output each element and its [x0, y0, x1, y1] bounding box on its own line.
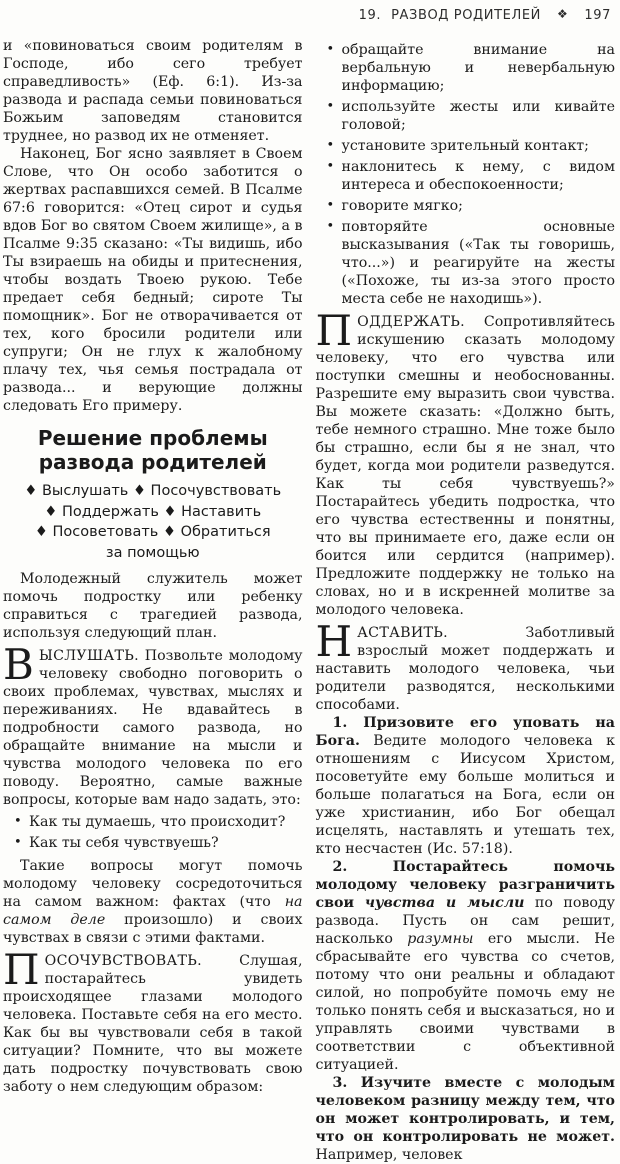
- numbered-point-1: [316, 714, 616, 858]
- list-item-text: повторяйте основные высказывания («Так ты говоришь, что...») и реагируйте на жесты («Похоже, ты из-за этого просто места себе не находишь»).: [341, 219, 615, 307]
- section-title: [3, 426, 303, 474]
- plan-line: ♦ Выслушать ♦ Посочувствовать: [24, 483, 282, 499]
- dropcap-letter: П: [315, 306, 353, 355]
- italic-phrase: на самом деле: [3, 894, 303, 928]
- paragraph-text: Сопротивляйтесь искушению сказать молодому человеку, что его чувства или поступки смешны и необоснованны. Разрешите ему выразить свои чувства. Вы можете сказать: «Должно быть, тебе немного страшно. Мне тоже было бы страшно, если бы я не знал, что будет, когда мои родители разведутся. Как ты себя чувствуешь?» Постарайтесь убедить подростка, что его чувства естественны и понятны, что вы принимаете его, даже если он боится или сердится (например). Предложите поддержку не только на словах, но и в искренней молитве за молодого человека.: [315, 314, 615, 618]
- list-item: [14, 813, 303, 831]
- dropcap-letter: П: [3, 945, 40, 994]
- list-item-text: используйте жесты или кивайте головой;: [341, 99, 615, 133]
- bullet-icon: •: [14, 835, 22, 850]
- paragraph-text: по поводу развода. Пусть он сам решит, насколько: [315, 895, 615, 947]
- bullet-icon: •: [326, 219, 335, 234]
- bold-lead: 1. Призовите его уповать на Бога.: [315, 715, 615, 749]
- list-item-text: Как ты думаешь, что происходит?: [29, 814, 286, 830]
- left-column: [3, 37, 303, 1164]
- bold-lead: 3. Изучите вместе с молодым человеком разницу между тем, что он может контролировать, и тем, что он контролировать не может.: [315, 1075, 615, 1145]
- section-keyword: ОСОЧУВСТВОВАТЬ.: [44, 953, 202, 969]
- list-item: [327, 137, 616, 155]
- paragraph-text: Заботливый взрослый может поддержать и наставить молодого человека, чьи родители разводятся, несколькими способами.: [315, 625, 615, 713]
- ornament-icon: ❖: [557, 7, 569, 21]
- list-item: [327, 158, 616, 194]
- section-title-line: Решение проблемы: [37, 426, 268, 450]
- page-header: [3, 8, 615, 23]
- italic-phrase: разумны: [407, 931, 474, 947]
- list-item: [327, 41, 616, 95]
- section-instruct: [315, 617, 616, 714]
- text-columns: [3, 37, 615, 1164]
- paragraph-text: Позвольте молодому человеку свободно поговорить о своих проблемах, чувствах, мыслях и переживаниях. Не вдавайтесь в подробности самого развода, но обращайте внимание на мысли и чувства молодого человека по его поводу. Вероятно, самые важные вопросы, которые вам надо задать, это:: [3, 648, 303, 808]
- right-column: [316, 37, 616, 1164]
- question-list: [3, 813, 303, 852]
- list-item: [327, 218, 616, 308]
- list-item-text: говорите мягко;: [341, 198, 463, 214]
- plan-summary: [3, 481, 303, 563]
- bold-lead: 2. Постарайтесь помочь молодому человеку разграничить свои: [315, 859, 615, 911]
- list-item-text: Как ты себя чувствуешь?: [29, 835, 219, 851]
- bullet-icon: •: [326, 42, 335, 57]
- section-keyword: ОДДЕРЖАТЬ.: [357, 314, 465, 330]
- paragraph-continuation: и «повиноваться своим родителям в Господе, ибо сего требует справедливость» (Еф. 6:1). Из-за развода и распада семьи повиноваться Божьим заповедям становится труднее, но развод их не отменяет.: [3, 38, 303, 144]
- list-item: [327, 98, 616, 134]
- paragraph-text: Например, человек: [315, 1147, 463, 1163]
- section-keyword: АСТАВИТЬ.: [357, 625, 448, 641]
- bold-italic-phrase: чувства и мысли: [364, 895, 525, 911]
- numbered-point-3: [316, 1074, 616, 1164]
- bullet-icon: •: [326, 159, 335, 174]
- list-item-text: обращайте внимание на вербальную и невербальную информацию;: [341, 42, 615, 94]
- section-empathize: [3, 945, 303, 1096]
- page-number: 197: [584, 8, 611, 23]
- list-item-text: наклонитесь к нему, с видом интереса и обеспокоенности;: [341, 159, 615, 193]
- plan-line: за помощью: [105, 544, 200, 561]
- list-item-text: установите зрительный контакт;: [341, 138, 589, 154]
- numbered-point-2: [316, 858, 616, 1074]
- bullet-icon: •: [326, 198, 335, 213]
- list-item: [14, 834, 303, 852]
- section-listen: [3, 640, 303, 809]
- chapter-title: РАЗВОД РОДИТЕЛЕЙ: [391, 8, 542, 23]
- chapter-number: 19.: [358, 8, 382, 23]
- dropcap-letter: В: [3, 640, 34, 689]
- bullet-icon: •: [326, 99, 335, 114]
- advice-list: [316, 41, 616, 308]
- section-title-line: развода родителей: [38, 450, 267, 474]
- paragraph-text: Такие вопросы могут помочь молодому человеку сосредоточиться на самом важном: фактах (что: [3, 858, 303, 910]
- paragraph-text: произошло) и своих чувствах в связи с этими фактами.: [3, 912, 303, 946]
- bullet-icon: •: [14, 814, 22, 829]
- plan-line: ♦ Поддержать ♦ Наставить: [44, 503, 262, 520]
- section-keyword: ЫСЛУШАТЬ.: [38, 648, 139, 664]
- dropcap-letter: Н: [315, 617, 353, 666]
- bullet-icon: •: [326, 138, 335, 153]
- paragraph: [3, 857, 303, 947]
- paragraph-text: его мысли. Не сбрасывайте его чувства со счетов, потому что они реальны и обладают силой, но попробуйте помочь ему не только понять себя и высказаться, но и управлять своими чувствами в соответствии с объективной ситуацией.: [315, 931, 615, 1073]
- paragraph: Молодежный служитель может помочь подростку или ребенку справиться с трагедией развода, используя следующий план.: [3, 571, 303, 641]
- plan-line: ♦ Посоветовать ♦ Обратиться: [34, 524, 271, 540]
- list-item: [327, 197, 616, 215]
- paragraph-text: Ведите молодого человека к отношениям с Иисусом Христом, посоветуйте ему больше молиться и больше полагаться на Бога, если он уже христианин, ибо Бог обещал исцелять, наставлять и утешать тех, кто несчастен (Ис. 57:18).: [315, 733, 615, 857]
- paragraph: Наконец, Бог ясно заявляет в Своем Слове, что Он особо заботится о жертвах распавшихся семей. В Псалме 67:6 говорится: «Отец сирот и судья вдов Бог во святом Своем жилище», а в Псалме 9:35 сказано: «Ты видишь, ибо Ты взираешь на обиды и притеснения, чтобы воздать Твоею рукою. Тебе предает себя бедный; сироте Ты помощник». Бог не отворачивается от тех, кого бросили родители или супруги; Он не глух к жалобному плачу тех, чья семья пострадала от развода... и верующие должны следовать Его примеру.: [3, 146, 303, 414]
- section-support: [315, 306, 616, 619]
- paragraph-text: Слушая, постарайтесь увидеть происходящее глазами молодого человека. Поставьте себя на его место. Как бы вы чувствовали себя в такой ситуации? Помните, что вы можете дать подростку почувствовать свою заботу о нем следующим образом:: [3, 953, 303, 1095]
